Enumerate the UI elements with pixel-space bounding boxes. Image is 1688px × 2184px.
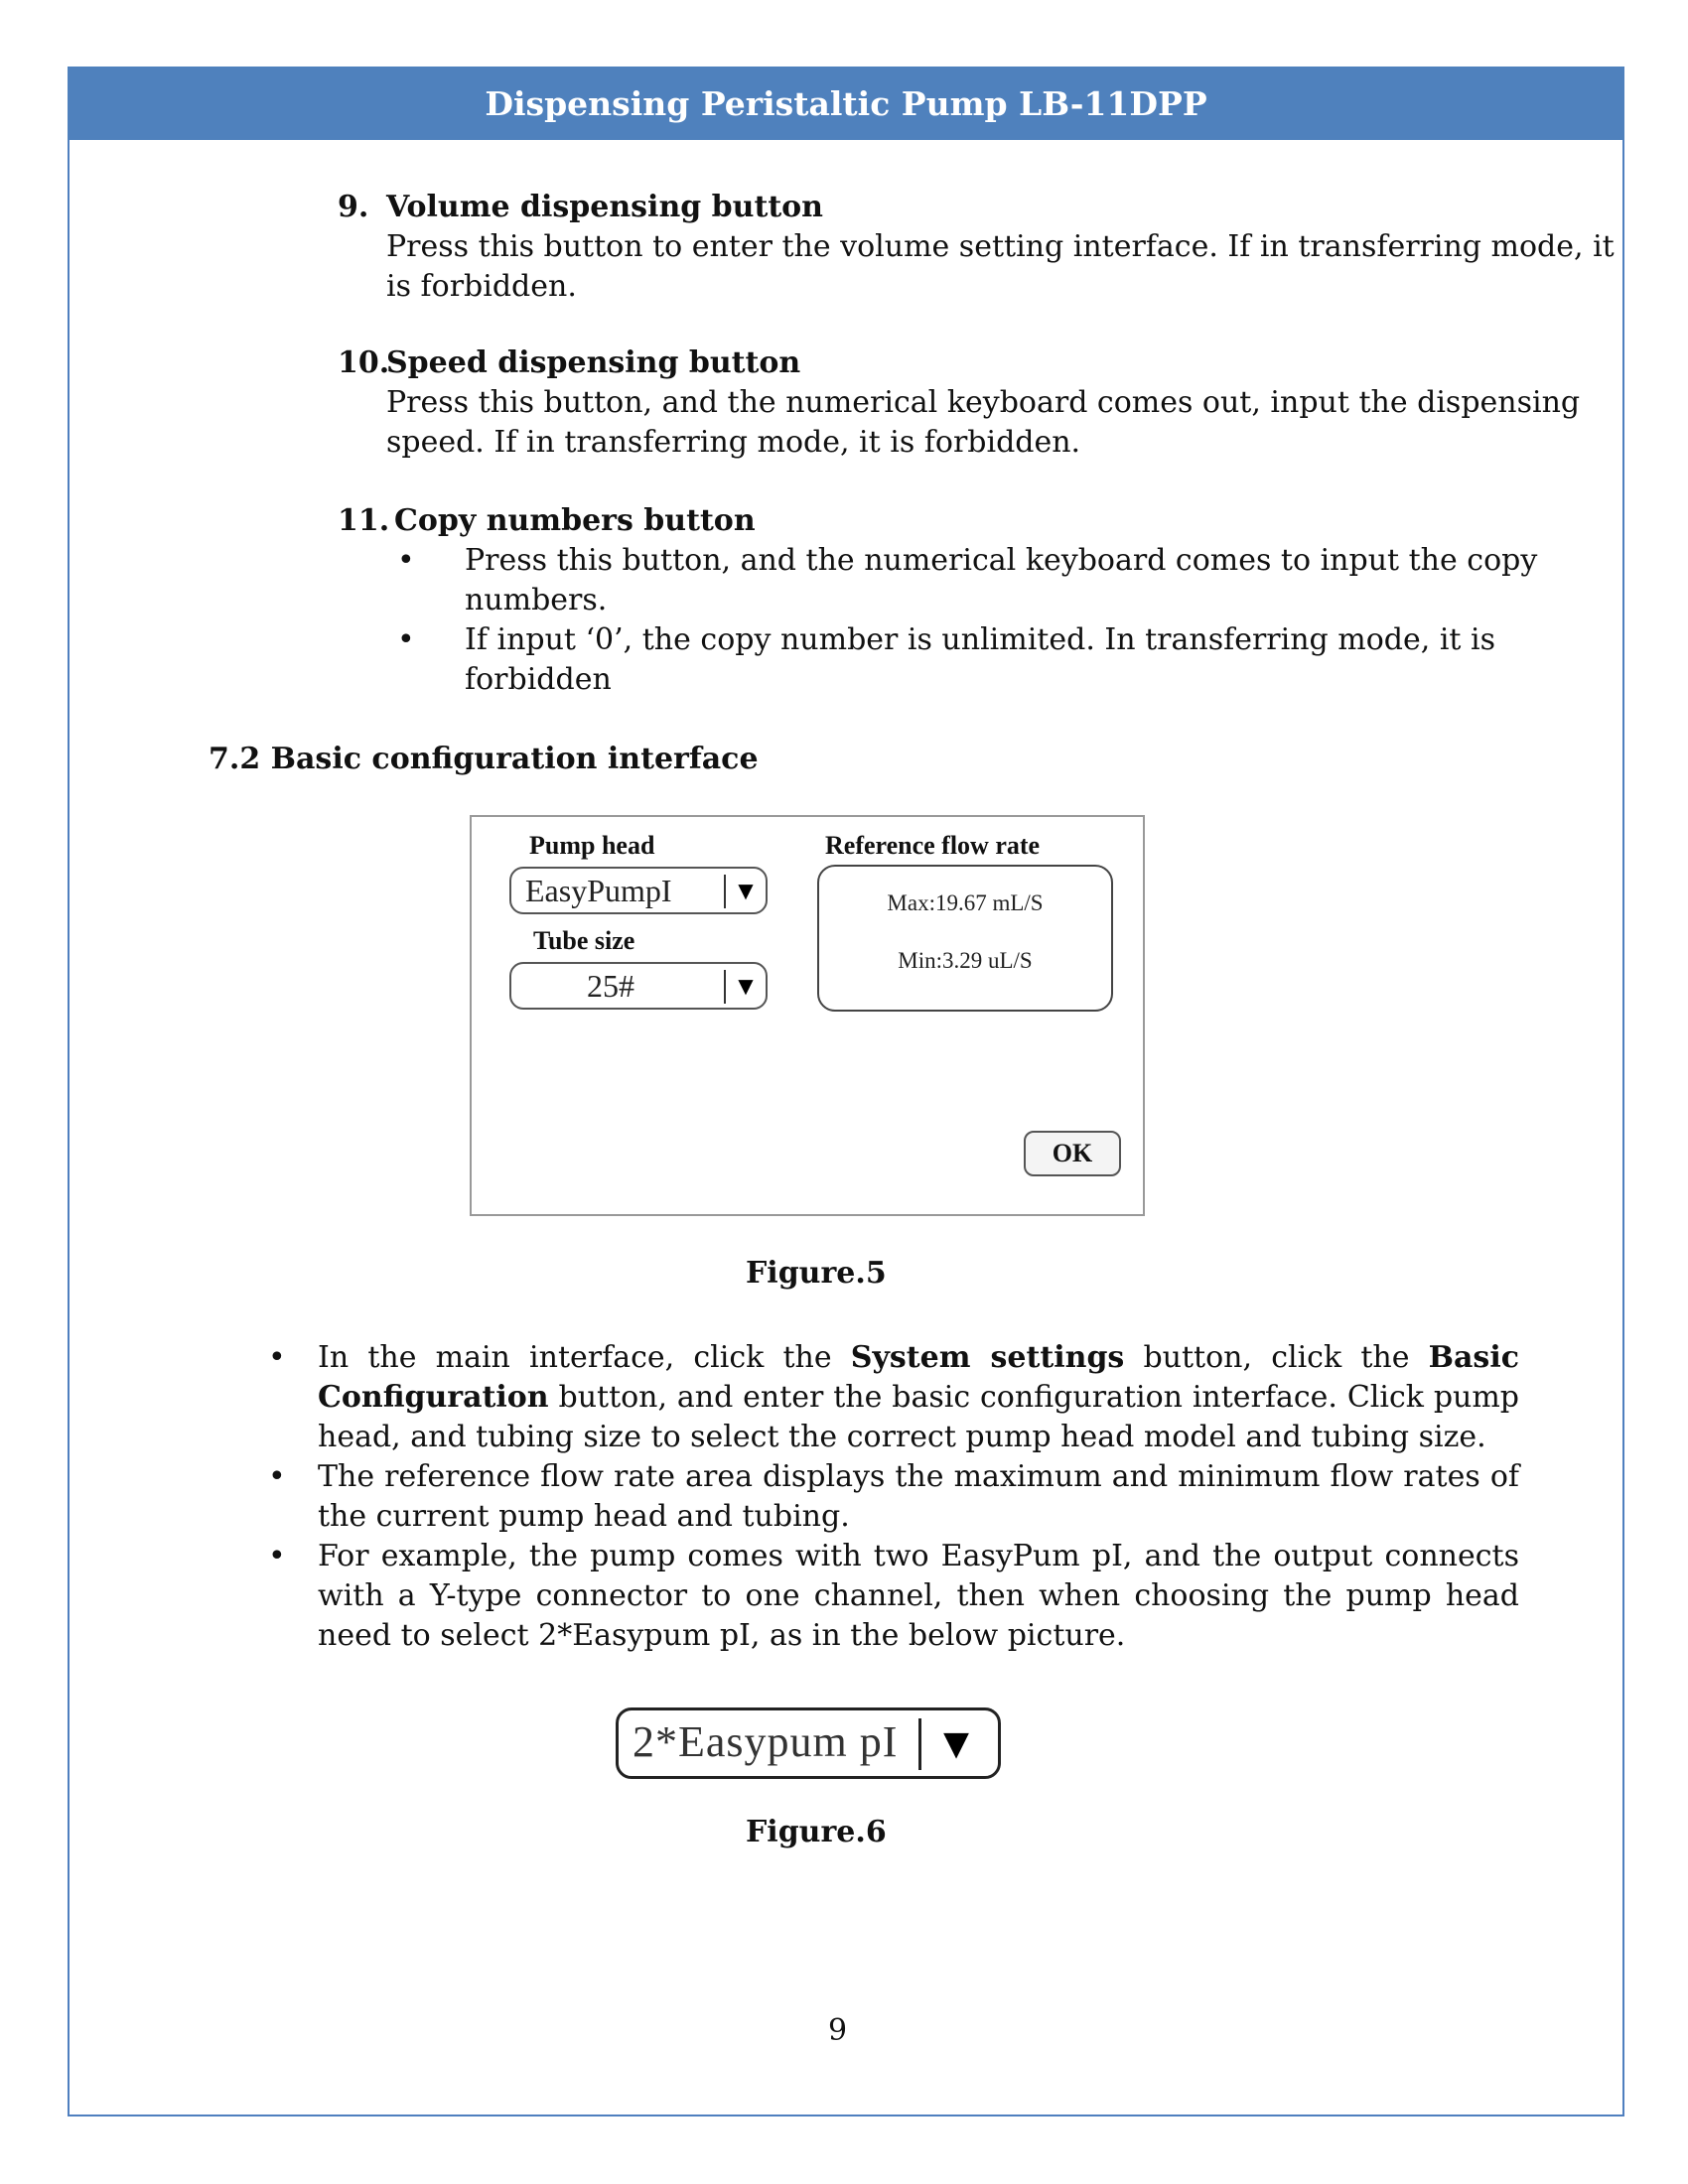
tube-size-value: 25#: [587, 968, 634, 1004]
pump-head-select-example[interactable]: [616, 1707, 1001, 1779]
paragraph: The reference flow rate area displays the maximum and minimum flow rates of the current pump head and tubing.: [318, 1459, 1519, 1534]
item-title: Copy numbers button: [394, 503, 756, 538]
bullet-dot: •: [268, 1340, 286, 1375]
pump-head-value: EasyPumpI: [525, 873, 672, 908]
bullet-dot: •: [268, 1459, 286, 1494]
tube-size-label: Tube size: [533, 926, 635, 955]
item-title: Volume dispensing button: [386, 190, 823, 224]
flow-min-value: Min:3.29 uL/S: [898, 948, 1033, 973]
bullet-text-line: numbers.: [465, 583, 608, 617]
figure-caption: Figure.6: [746, 1815, 887, 1849]
paragraph-text: In the main interface, click the: [318, 1340, 851, 1375]
item-number: 9.: [338, 190, 369, 224]
bullet-dot: •: [268, 1539, 286, 1573]
item-number: 11.: [338, 503, 390, 538]
figure-caption: Figure.5: [746, 1256, 887, 1291]
page-number: 9: [828, 2013, 848, 2048]
paragraph-emphasis: Basic Configuration: [318, 1340, 1519, 1415]
chevron-down-icon[interactable]: ▼: [934, 1719, 978, 1768]
item-text-line: is forbidden.: [386, 269, 577, 304]
tube-size-select[interactable]: [509, 962, 768, 1010]
paragraph-emphasis: System settings: [850, 1340, 1125, 1375]
select-divider: [918, 1718, 921, 1770]
pump-head-example-value: 2*Easypum pI: [633, 1717, 899, 1766]
pump-head-label: Pump head: [529, 831, 655, 860]
page-header-banner: [68, 67, 1624, 140]
bullet-dot: •: [397, 622, 415, 657]
item-number: 10.: [338, 345, 390, 380]
item-text-line: speed. If in transferring mode, it is forbidden.: [386, 425, 1081, 460]
item-title: Speed dispensing button: [386, 345, 801, 380]
section-heading: 7.2 Basic configuration interface: [209, 742, 759, 776]
bullet-text-line: forbidden: [465, 662, 612, 697]
paragraph: For example, the pump comes with two EasyPum pI, and the output connects with a Y-type connector to one channel, then when choosing the pump head need to select 2*Easypum pI, as in the below picture.: [318, 1539, 1519, 1653]
bullet-dot: •: [397, 543, 415, 578]
select-divider: [724, 875, 726, 908]
chevron-down-icon[interactable]: ▼: [733, 972, 759, 1001]
paragraph-text: button, and enter the basic configuration interface. Click pump head, and tubing size to select the correct pump head model and tubing size.: [318, 1380, 1519, 1454]
pump-head-select[interactable]: [509, 867, 768, 914]
bullet-text-line: If input ‘0’, the copy number is unlimited. In transferring mode, it is: [465, 622, 1496, 657]
paragraph: [318, 1338, 1519, 1457]
basic-config-panel: [470, 815, 1145, 1216]
flow-rate-label: Reference flow rate: [825, 831, 1041, 860]
flow-rate-display: [817, 865, 1113, 1012]
chevron-down-icon[interactable]: ▼: [733, 877, 759, 905]
flow-max-value: Max:19.67 mL/S: [887, 890, 1044, 915]
select-divider: [724, 970, 726, 1004]
bullet-text-line: Press this button, and the numerical keyboard comes to input the copy: [465, 543, 1538, 578]
paragraph-text: button, click the: [1124, 1340, 1429, 1375]
document-title: Dispensing Peristaltic Pump LB-11DPP: [485, 83, 1207, 123]
item-text-line: Press this button, and the numerical keyboard comes out, input the dispensing: [386, 385, 1581, 420]
ok-button[interactable]: OK: [1024, 1131, 1121, 1176]
item-text-line: Press this button to enter the volume setting interface. If in transferring mode, it: [386, 229, 1615, 264]
